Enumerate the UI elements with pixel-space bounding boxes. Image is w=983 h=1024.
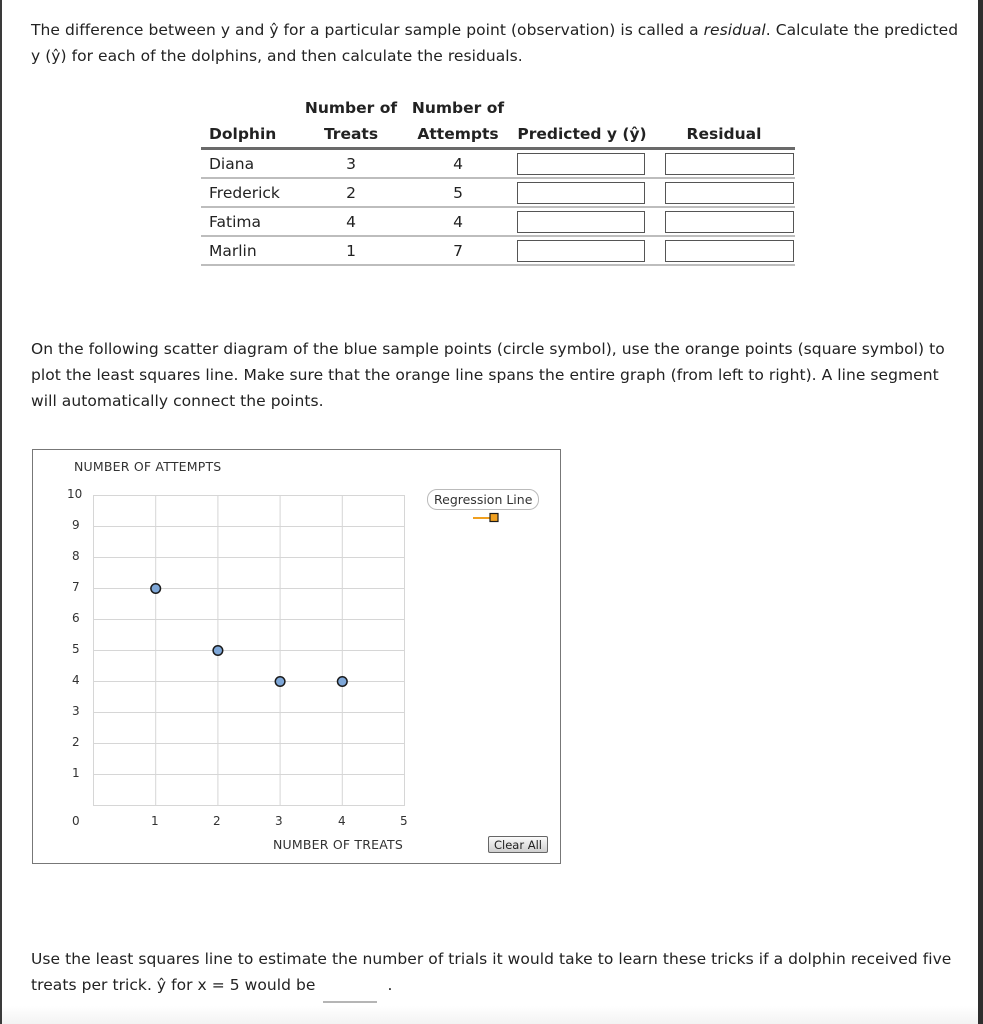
predicted-input-diana[interactable] (517, 153, 645, 175)
header-dolphin: Dolphin (209, 125, 277, 143)
treats-value: 3 (297, 149, 405, 179)
dolphin-name: Marlin (201, 236, 297, 265)
dolphin-table (201, 95, 795, 266)
sample-points (151, 584, 347, 687)
dolphin-name: Frederick (201, 178, 297, 207)
y-tick: 4 (72, 673, 80, 687)
residual-term: residual (703, 21, 766, 39)
attempts-value: 7 (405, 236, 511, 265)
header-treats-line2: Treats (323, 125, 379, 143)
attempts-value: 4 (405, 207, 511, 236)
table-row (201, 236, 795, 265)
graph-instructions: On the following scatter diagram of the blue sample points (circle symbol), use the orange points (square symbol) to plot the least squares line. Make sure that the orange line spans the entire graph (from left to right). A line segment will automatically connect the points. (31, 340, 945, 410)
treats-value: 2 (297, 178, 405, 207)
residual-input-marlin[interactable] (665, 240, 794, 262)
treats-value: 1 (297, 236, 405, 265)
y-tick: 10 (67, 487, 83, 501)
y-tick: 3 (72, 704, 80, 718)
y-tick: 9 (72, 518, 80, 532)
treats-value: 4 (297, 207, 405, 236)
residual-input-fatima[interactable] (665, 211, 794, 233)
dolphin-name: Diana (201, 149, 297, 179)
sample-point-circle (213, 646, 223, 656)
y-tick-origin: 0 (72, 814, 80, 828)
grid-lines (94, 496, 405, 806)
x-tick: 2 (213, 814, 221, 828)
y-tick: 1 (72, 766, 80, 780)
residual-input-frederick[interactable] (665, 182, 794, 204)
y-hat-answer-input[interactable] (323, 983, 377, 1003)
bottom-shadow (2, 1006, 978, 1024)
table-row (201, 149, 795, 179)
regression-line-legend: Regression Line (427, 489, 539, 510)
sample-point-circle (338, 677, 348, 687)
y-tick: 5 (72, 642, 80, 656)
question-period: . (387, 976, 393, 994)
estimate-question (31, 946, 966, 1003)
header-treats (297, 95, 405, 149)
header-predicted: Predicted y (ŷ) (517, 125, 647, 143)
attempts-value: 4 (405, 149, 511, 179)
sample-point-circle (151, 584, 161, 594)
window-left-border (0, 0, 2, 1024)
regression-line-tool-icon[interactable] (473, 512, 503, 524)
scatter-graph-widget (32, 449, 561, 864)
y-axis-title: NUMBER OF ATTEMPTS (74, 459, 222, 474)
intro-text-end: . Calculate the predicted y (ŷ) for each of the dolphins, and then calculate the residuals. (31, 21, 959, 65)
header-attempts (405, 95, 511, 149)
header-residual: Residual (686, 125, 762, 143)
intro-paragraph (31, 17, 966, 69)
header-attempts-line1: Number of (411, 99, 505, 117)
predicted-input-fatima[interactable] (517, 211, 645, 233)
header-treats-line1: Number of (304, 99, 398, 117)
predicted-input-frederick[interactable] (517, 182, 645, 204)
predicted-input-marlin[interactable] (517, 240, 645, 262)
y-tick: 8 (72, 549, 80, 563)
sample-point-circle (275, 677, 285, 687)
attempts-value: 5 (405, 178, 511, 207)
y-tick: 2 (72, 735, 80, 749)
window-right-border (978, 0, 983, 1024)
y-tick: 7 (72, 580, 80, 594)
clear-all-button[interactable]: Clear All (488, 836, 548, 853)
x-tick: 4 (338, 814, 346, 828)
table-row (201, 207, 795, 236)
residual-input-diana[interactable] (665, 153, 794, 175)
question-text: Use the least squares line to estimate the number of trials it would take to learn these tricks if a dolphin received five treats per trick. ŷ for x = 5 would be (31, 950, 952, 994)
x-tick: 5 (400, 814, 408, 828)
x-axis-title: NUMBER OF TREATS (273, 837, 403, 852)
x-tick: 1 (151, 814, 159, 828)
dolphin-name: Fatima (201, 207, 297, 236)
header-attempts-line2: Attempts (417, 125, 499, 143)
x-tick: 3 (275, 814, 283, 828)
table-header-row (201, 95, 795, 149)
table-row (201, 178, 795, 207)
intro-text: The difference between y and ŷ for a particular sample point (observation) is called a (31, 21, 704, 39)
y-tick: 6 (72, 611, 80, 625)
